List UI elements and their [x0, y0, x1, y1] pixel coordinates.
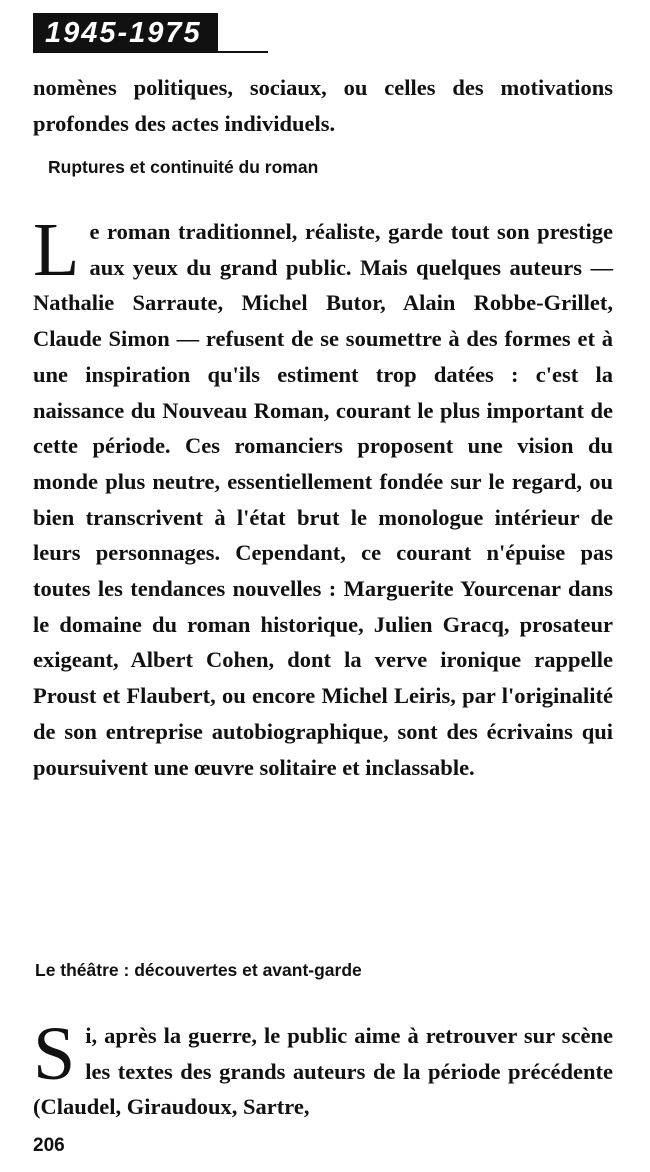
- page-number: 206: [33, 1135, 65, 1156]
- section1-heading: Ruptures et continuité du roman: [48, 157, 319, 177]
- section1-text: e roman traditionnel, réaliste, garde tout son prestige aux yeux du grand public. Mais quelques auteurs — Nathalie Sarraute, Michel Butor, Alain Robbe-Grillet, Claude Simon — refusent de se soumettre à des formes et à une inspiration qu'ils estiment trop datées : c'est la naissance du Nouveau Roman, courant le plus important de cette période. Ces romanciers proposent une vision du monde plus neutre, essentiellement fondée sur le regard, ou bien transcrivent à l'état brut le monologue intérieur de leurs personnages. Cependant, ce courant n'épuise pas toutes les tendances nouvelles : Marguerite Yourcenar dans le domaine du roman historique, Julien Gracq, prosateur exigeant, Albert Cohen, dont la verve ironique rappelle Proust et Flaubert, ou encore Michel Leiris, par l'originalité de son entreprise autobiographique, sont des écrivains qui poursuivent une œuvre solitaire et inclassable.: [33, 219, 613, 780]
- section2-dropcap: S: [33, 1012, 76, 1096]
- section1-paragraph: [33, 208, 613, 785]
- header-rule: [218, 51, 268, 53]
- section1-dropcap: L: [33, 208, 80, 292]
- period-badge: 1945-1975: [33, 13, 218, 53]
- section2-paragraph: [33, 1012, 613, 1125]
- section2-heading: Le théâtre : découvertes et avant-garde: [35, 960, 362, 980]
- intro-text: nomènes politiques, sociaux, ou celles des motivations profondes des actes individuels.: [33, 75, 613, 136]
- section2-text: i, après la guerre, le public aime à retrouver sur scène les textes des grands auteurs de la période précédente (Claudel, Giraudoux, Sartre,: [33, 1023, 613, 1120]
- period-header: [33, 13, 268, 53]
- intro-paragraph: [33, 70, 613, 141]
